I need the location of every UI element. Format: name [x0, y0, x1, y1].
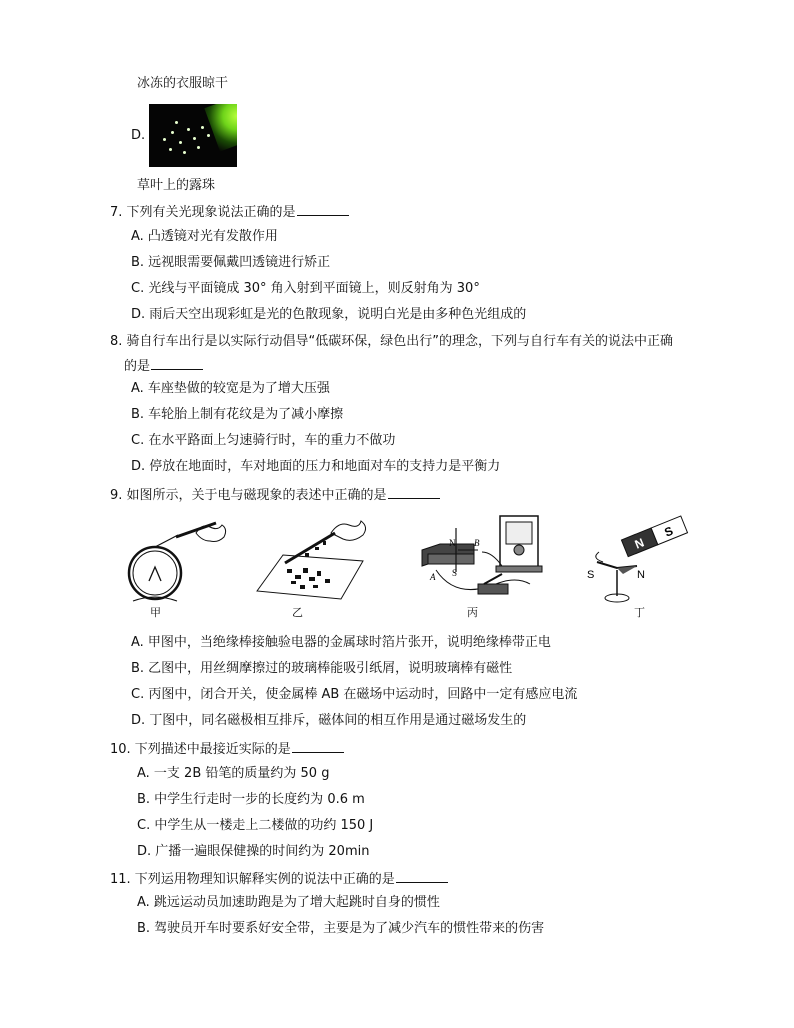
q9-option-b: B. 乙图中，用丝绸摩擦过的玻璃棒能吸引纸屑，说明玻璃棒有磁性	[131, 661, 513, 676]
question-9-stem: 9. 如图所示，关于电与磁现象的表述中正确的是	[110, 486, 440, 505]
q10-option-b: B. 中学生行走时一步的长度约为 0.6 m	[137, 792, 365, 807]
q11-option-a: A. 跳远运动员加速助跑是为了增大起跳时自身的惯性	[137, 895, 440, 910]
question-7-stem: 7. 下列有关光现象说法正确的是	[110, 203, 349, 222]
q7-option-d: D. 雨后天空出现彩虹是光的色散现象，说明白光是由多种色光组成的	[131, 307, 527, 322]
q8-option-d: D. 停放在地面时，车对地面的压力和地面对车的支持力是平衡力	[131, 459, 501, 474]
q9-option-c: C. 丙图中，闭合开关，使金属棒 AB 在磁场中运动时，回路中一定有感应电流	[131, 687, 578, 702]
dew-drops-image	[149, 104, 237, 167]
answer-blank[interactable]	[388, 486, 440, 499]
q8-option-c: C. 在水平路面上匀速骑行时，车的重力不做功	[131, 433, 396, 448]
figure-label-ding: 丁	[634, 606, 645, 619]
q7-option-c: C. 光线与平面镜成 30° 角入射到平面镜上，则反射角为 30°	[131, 281, 480, 296]
ding-letter-s: S	[662, 523, 676, 540]
answer-blank[interactable]	[396, 870, 448, 883]
figure-label-bing: 丙	[467, 606, 478, 619]
option-c-caption: 冰冻的衣服晾干	[137, 76, 229, 91]
q10-option-a: A. 一支 2B 铅笔的质量约为 50 g	[137, 766, 330, 781]
figure-label-yi: 乙	[292, 606, 303, 619]
answer-blank[interactable]	[151, 357, 203, 370]
q7-option-a: A. 凸透镜对光有发散作用	[131, 229, 278, 244]
ding-letter-n: N	[632, 535, 647, 552]
figure-ding-magnets	[583, 510, 703, 610]
q8-option-a: A. 车座垫做的较宽是为了增大压强	[131, 381, 330, 396]
bing-letter-n: N	[449, 538, 456, 548]
figure-label-jia: 甲	[150, 606, 161, 619]
q7-option-b: B. 远视眼需要佩戴凹透镜进行矫正	[131, 255, 331, 270]
question-11-stem: 11. 下列运用物理知识解释实例的说法中正确的是	[110, 870, 448, 889]
q9-option-d: D. 丁图中，同名磁极相互排斥，磁体间的相互作用是通过磁场发生的	[131, 713, 527, 728]
bing-letter-s: S	[452, 568, 458, 578]
figure-jia-electroscope	[118, 513, 238, 618]
figure-yi-glass-rod	[245, 513, 375, 608]
answer-blank[interactable]	[292, 740, 344, 753]
ding-letter-s2: S	[587, 569, 595, 581]
q8-option-b: B. 车轮胎上制有花纹是为了减小摩擦	[131, 407, 344, 422]
question-8-stem-line1: 8. 骑自行车出行是以实际行动倡导“低碳环保，绿色出行”的理念，下列与自行车有关的说法中正确	[110, 334, 674, 349]
option-d-caption: 草叶上的露珠	[137, 178, 216, 193]
q10-option-c: C. 中学生从一楼走上二楼做的功约 150 J	[137, 818, 374, 833]
q11-option-b: B. 驾驶员开车时要系好安全带，主要是为了减少汽车的惯性带来的伤害	[137, 921, 545, 936]
option-d-label: D.	[131, 128, 146, 143]
answer-blank[interactable]	[297, 203, 349, 216]
figure-bing-induction	[418, 510, 566, 610]
question-10-stem: 10. 下列描述中最接近实际的是	[110, 740, 344, 759]
ding-letter-n2: N	[637, 569, 645, 581]
question-8-stem-line2: 的是	[124, 357, 203, 376]
q10-option-d: D. 广播一遍眼保健操的时间约为 20min	[137, 844, 370, 859]
q9-option-a: A. 甲图中，当绝缘棒接触验电器的金属球时箔片张开，说明绝缘棒带正电	[131, 635, 551, 650]
bing-letter-a: A	[430, 572, 436, 582]
bing-letter-b: B	[474, 538, 480, 548]
